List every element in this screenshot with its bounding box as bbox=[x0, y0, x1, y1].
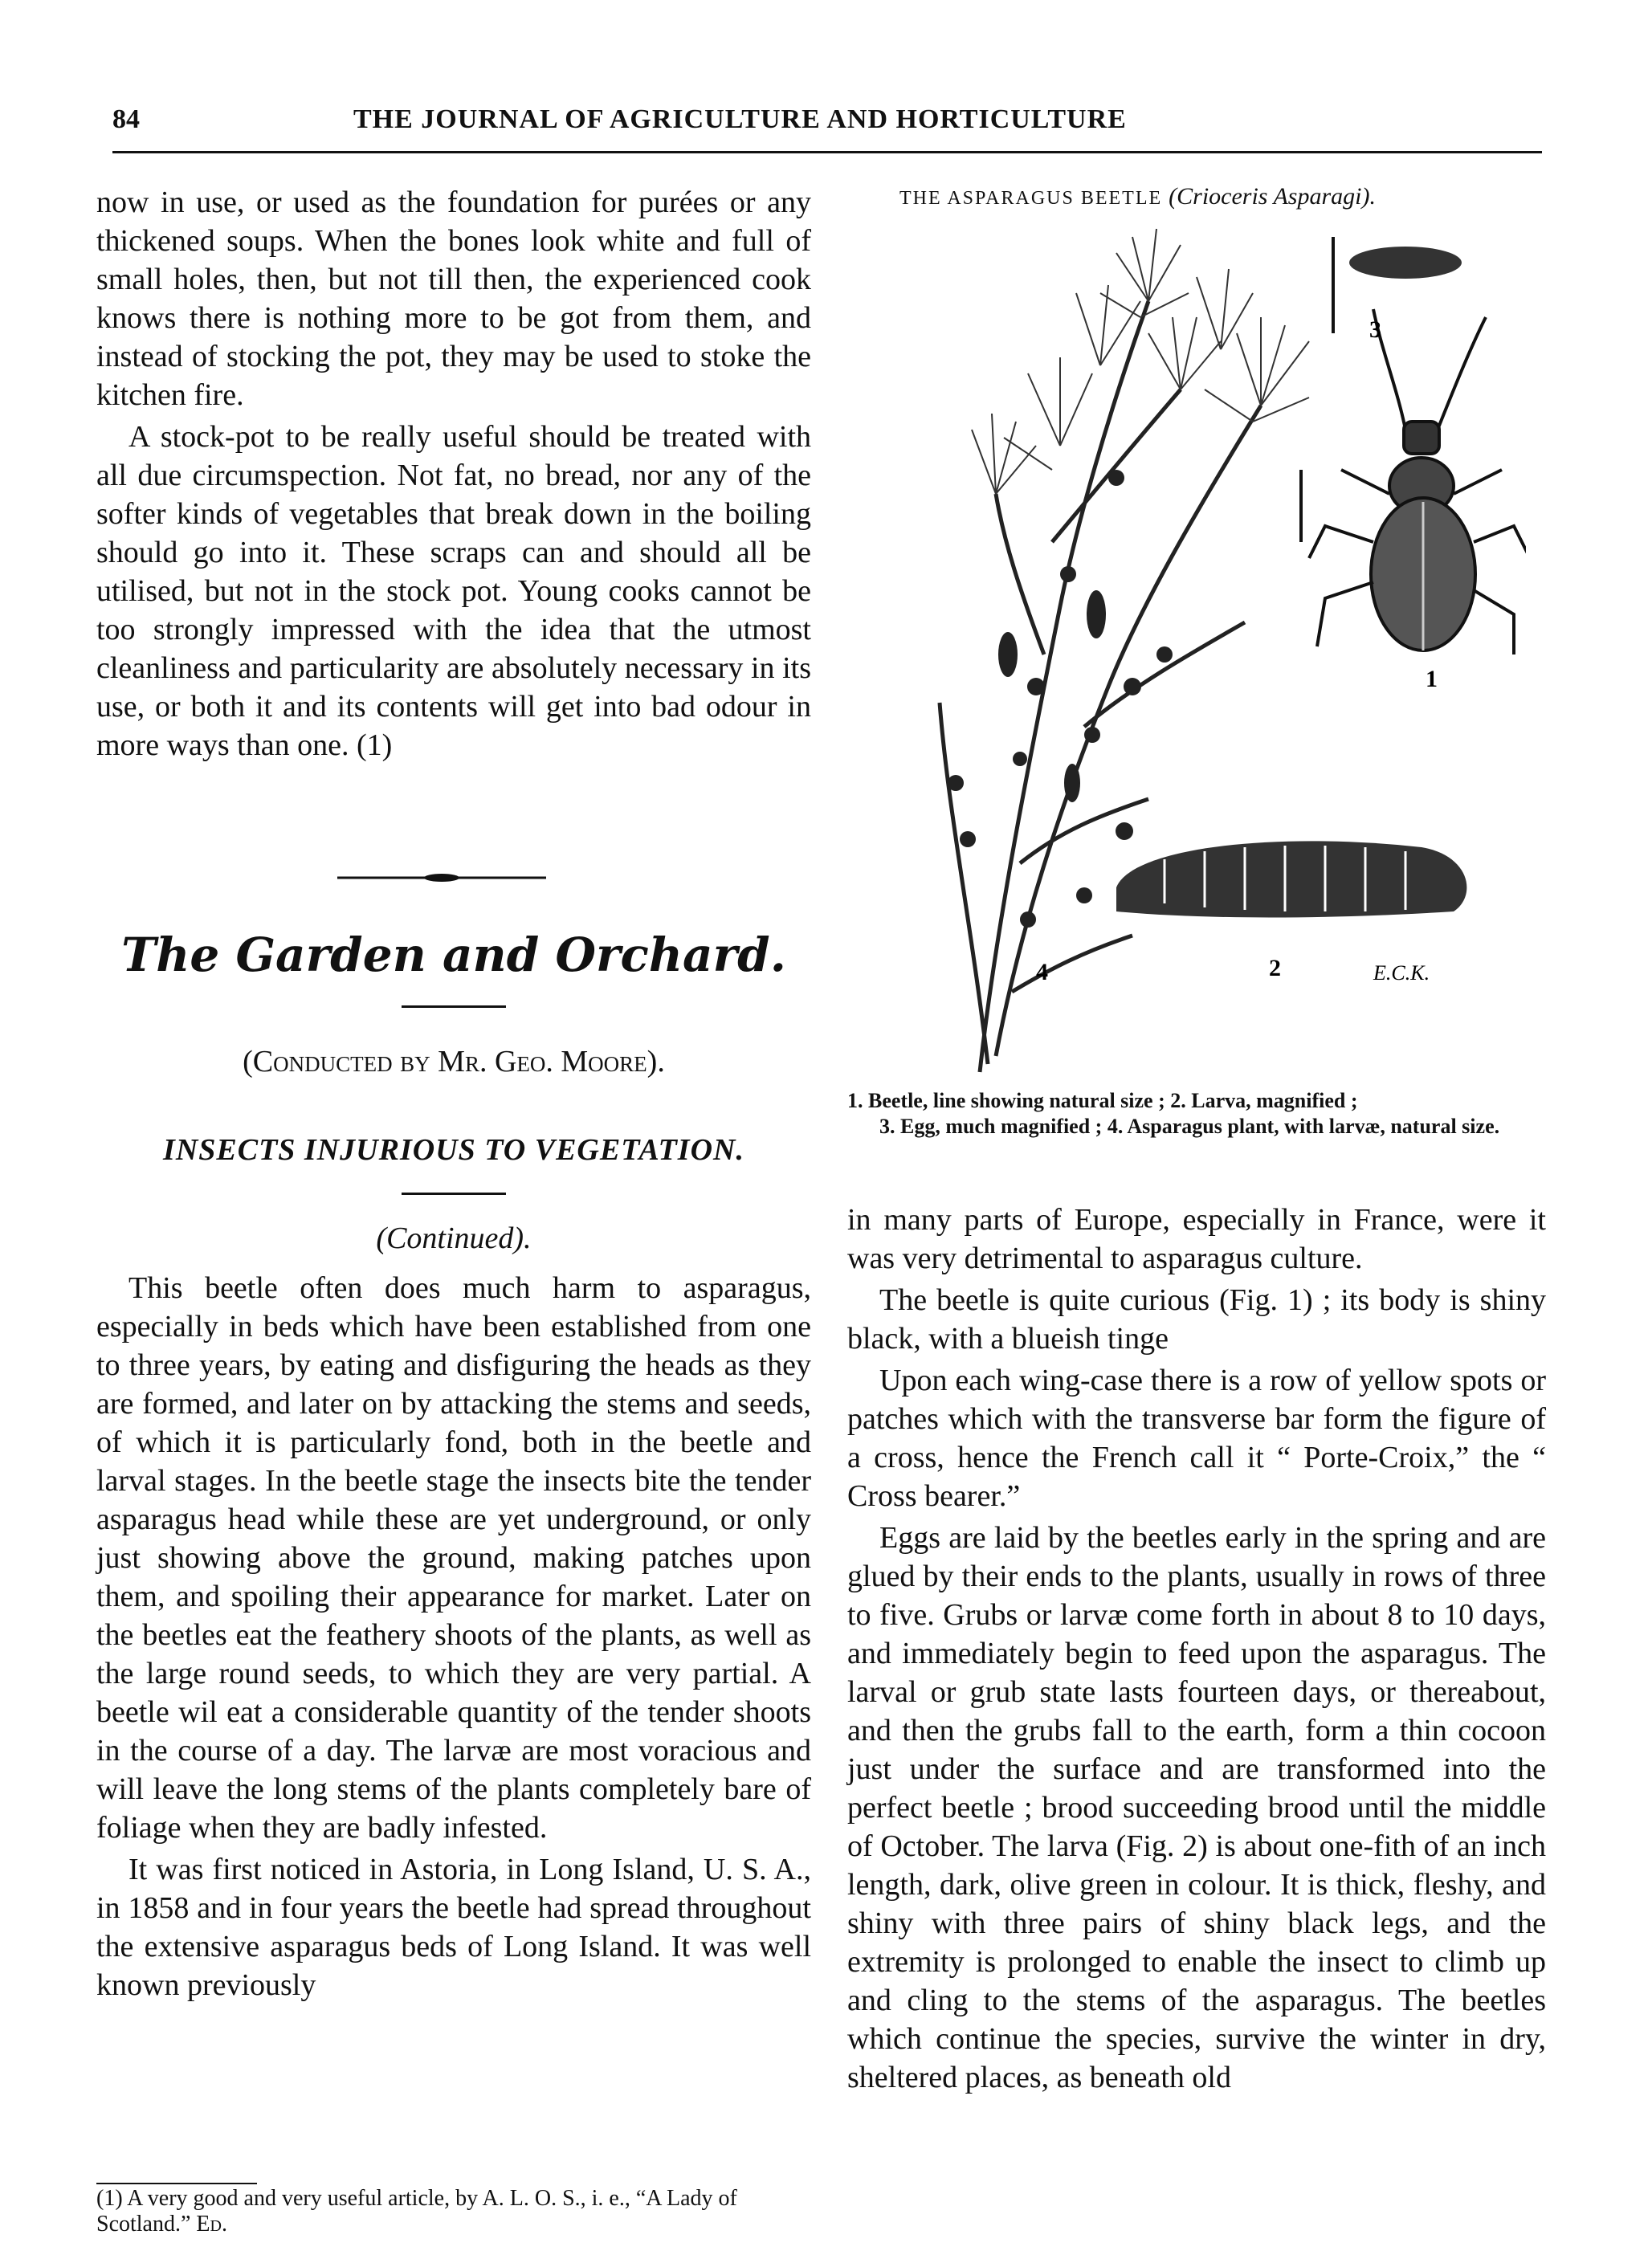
page-number: 84 bbox=[112, 104, 140, 134]
figure-caption bbox=[847, 1088, 1546, 1140]
fern-fronds bbox=[972, 229, 1309, 494]
running-head: THE JOURNAL OF AGRICULTURE AND HORTICULTURE bbox=[353, 104, 1127, 134]
figure-label-2: 2 bbox=[1269, 955, 1281, 981]
larva-drawing bbox=[1116, 841, 1466, 917]
left-column-body bbox=[96, 1269, 811, 2008]
footnote-signoff: Ed. bbox=[196, 2212, 227, 2237]
footnote bbox=[96, 2186, 811, 2237]
paragraph: now in use, or used as the foundation for purées or any thickened soups. When the bones look white and full of small holes, then, but not till then, the experienced cook knows there is nothing more to be got from them, and instead of stocking the pot, they may be used to stoke the kitchen fire. bbox=[96, 186, 811, 412]
caption-line-1: 1. Beetle, line showing natural size ; 2. Larva, magnified ; bbox=[847, 1089, 1358, 1112]
right-column-body bbox=[847, 1201, 1546, 2100]
figure-label-4: 4 bbox=[1036, 959, 1048, 985]
figure-title-latin: (Crioceris Asparagi). bbox=[1169, 183, 1376, 210]
section-title: The Garden and Orchard. bbox=[121, 928, 786, 982]
paragraph: Eggs are laid by the beetles early in the spring and are glued by their ends to the plants, usually in rows of three to five. Grubs or larvæ come forth in about 8 to 10 days, and immediately begin to feed upon the asparagus. The larval or grub state lasts fourteen days, or thereabout, and then the grubs fall to the earth, form a thin cocoon just under the surface and are transformed into the perfect beetle ; brood succeeding brood until the middle of October. The larva (Fig. 2) is about one-fith of an inch length, dark, olive green in colour. It is thick, fleshy, and shiny with three pairs of shiny black legs, and the extremity is prolonged to enable the insect to climb up and cling to the stems of the asparagus. The beetles which continue the species, survive the winter in dry, sheltered places, as beneath old bbox=[847, 1521, 1546, 2094]
short-rule bbox=[402, 1005, 506, 1008]
figure-label-3: 3 bbox=[1369, 316, 1381, 343]
egg-drawing bbox=[1333, 237, 1462, 333]
left-column-top bbox=[96, 183, 811, 768]
seeds-and-larvae bbox=[948, 470, 1173, 928]
footnote-text: (1) A very good and very useful article, by A. L. O. S., i. e., “A Lady of Scotland.” bbox=[96, 2186, 737, 2237]
paragraph: A stock-pot to be really useful should be treated with all due circumspection. Not fat, no bread, nor any of the softer kinds of vegetables that break down in the boiling should go into it. These scraps can and should all be utilised, but not in the stock pot. Young cooks cannot be too strongly impressed with the idea that the utmost cleanliness and particularity are absolutely necessary in its use, or both it and its contents will get into bad odour in more ways than one. (1) bbox=[96, 420, 811, 762]
short-rule bbox=[402, 1193, 506, 1195]
paragraph: Upon each wing-case there is a row of yellow spots or patches which with the transverse bar form the figure of a cross, hence the French call it “ Porte-Croix,” the “ Cross bearer.” bbox=[847, 1364, 1546, 1513]
artist-signature: E.C.K. bbox=[1373, 961, 1430, 985]
continued-label: (Continued). bbox=[376, 1221, 532, 1255]
asparagus-plant-drawing bbox=[940, 301, 1261, 1072]
paragraph: in many parts of Europe, especially in France, were it was very detrimental to asparagus culture. bbox=[847, 1203, 1546, 1275]
article-subhead: INSECTS INJURIOUS TO VEGETATION. bbox=[163, 1133, 744, 1167]
caption-line-2: 3. Egg, much magnified ; 4. Asparagus plant, with larvæ, natural size. bbox=[879, 1115, 1500, 1138]
asparagus-beetle-illustration bbox=[924, 205, 1526, 1080]
header-rule bbox=[112, 151, 1542, 153]
footnote-rule bbox=[96, 2183, 257, 2184]
figure-label-1: 1 bbox=[1426, 666, 1438, 692]
conducted-by: (Conducted by Mr. Geo. Moore). bbox=[243, 1045, 665, 1079]
beetle-drawing bbox=[1301, 309, 1526, 654]
paragraph: This beetle often does much harm to asparagus, especially in beds which have been established from one to three years, by eating and disfiguring the heads as they are formed, and later on by attacking the stems and seeds, of which it is particularly fond, both in the beetle and larval stages. In the beetle stage the insects bite the tender asparagus head while these are yet underground, or only just showing above the ground, making patches upon them, and spoiling their appearance for market. Later on the beetles eat the feathery shoots of the plants, as well as the large round seeds, to which they are very partial. A beetle wil eat a considerable quantity of the tender shoots in the course of a day. The larvæ are most voracious and will leave the long stems of the plants completely bare of foliage when they are badly infested. bbox=[96, 1271, 811, 1845]
paragraph: It was first noticed in Astoria, in Long Island, U. S. A., in 1858 and in four years the beetle had spread throughout the extensive asparagus beds of Long Island. It was well known previously bbox=[96, 1853, 811, 2002]
ornament-divider bbox=[337, 874, 546, 882]
figure-title-caps: THE ASPARAGUS BEETLE bbox=[899, 188, 1163, 209]
paragraph: The beetle is quite curious (Fig. 1) ; its body is shiny black, with a blueish tinge bbox=[847, 1283, 1546, 1356]
